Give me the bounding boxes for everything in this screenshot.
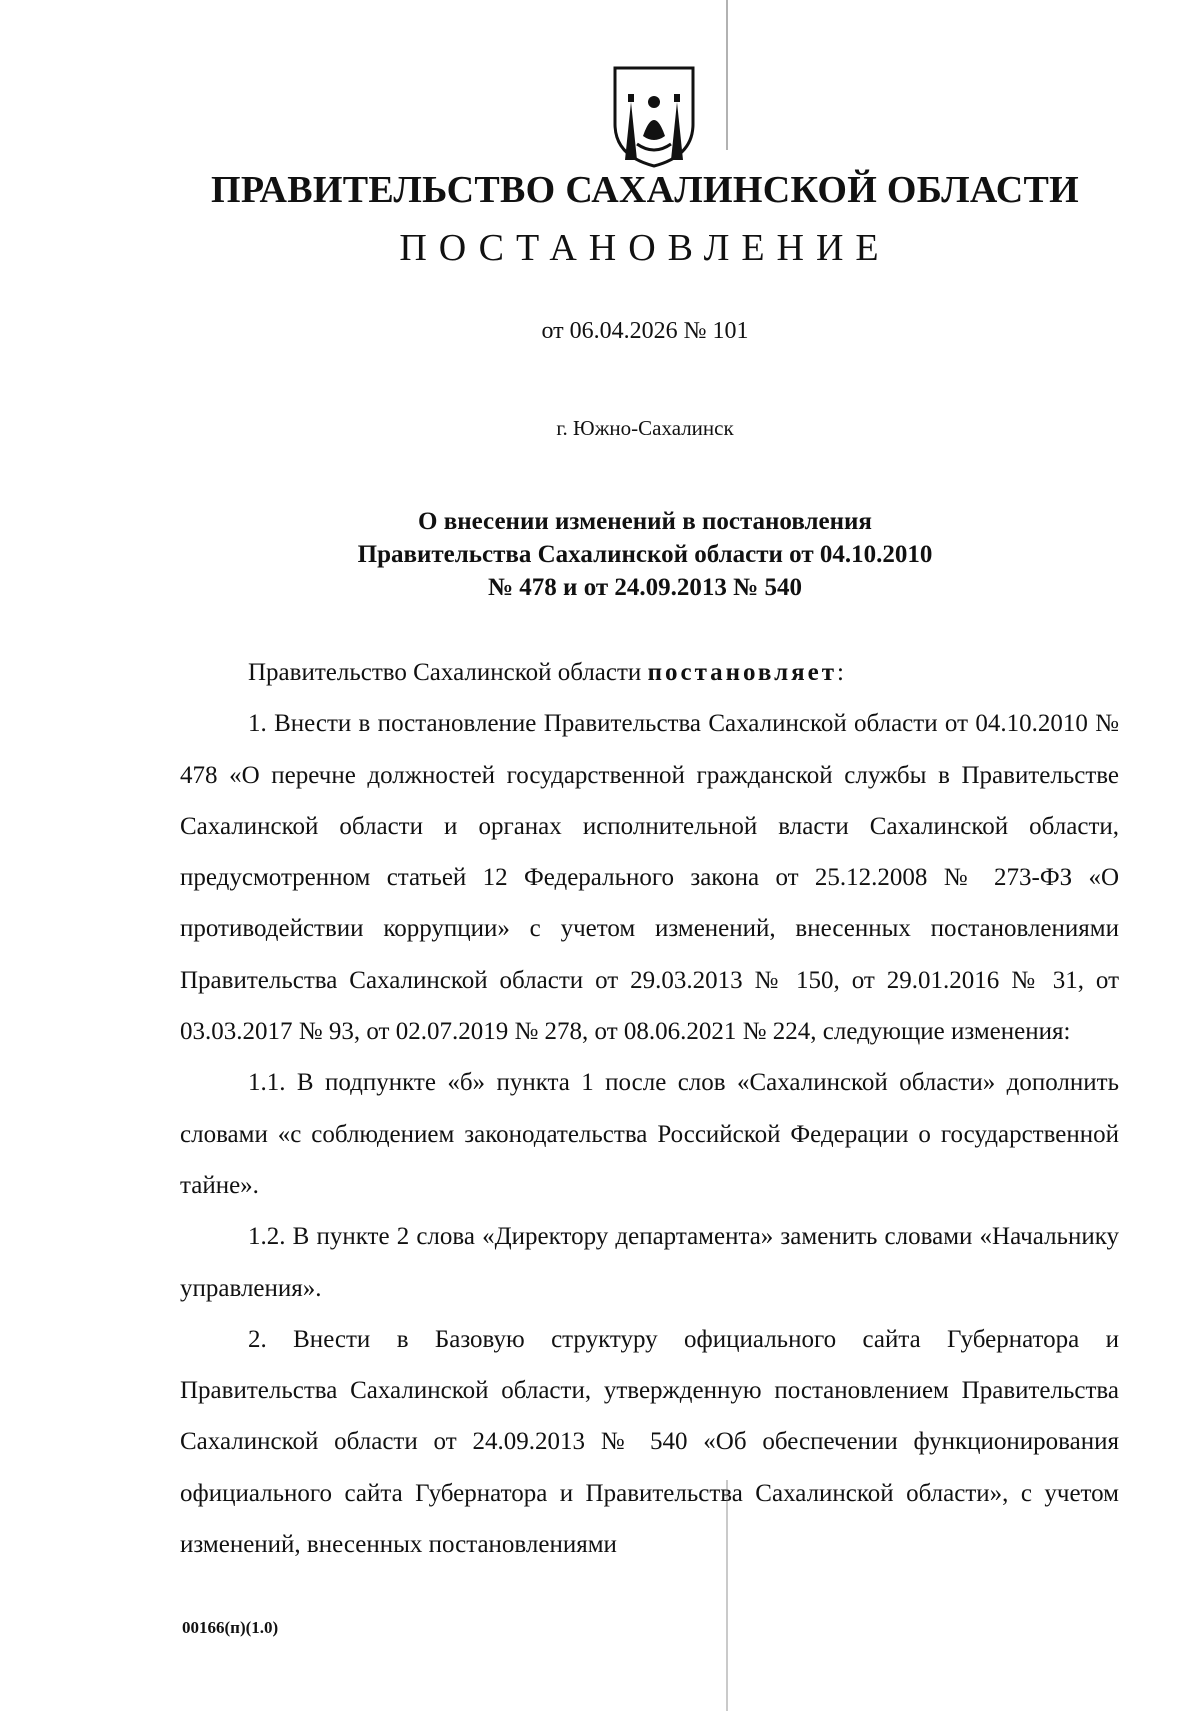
form-code: 00166(п)(1.0) bbox=[182, 1618, 279, 1637]
paragraph-1-1: 1.1. В подпункте «б» пункта 1 после слов «Сахалинской области» дополнить словами «с соблюдением законодательства Российской Федерации о государственной тайне». bbox=[180, 1069, 1119, 1199]
document-date-number: от 06.04.2026 № 101 bbox=[541, 318, 749, 344]
intro-end: : bbox=[837, 659, 844, 686]
title-line-3: № 478 и от 24.09.2013 № 540 bbox=[487, 574, 803, 601]
document-title bbox=[300, 505, 990, 604]
scan-fold-line bbox=[726, 0, 728, 150]
document-type: ПОСТАНОВЛЕНИЕ bbox=[399, 227, 891, 269]
organization-name: ПРАВИТЕЛЬСТВО САХАЛИНСКОЙ ОБЛАСТИ bbox=[211, 169, 1079, 211]
coat-of-arms-emblem bbox=[607, 64, 701, 170]
document-body bbox=[180, 647, 1119, 1570]
intro-paragraph bbox=[180, 647, 1119, 698]
paragraph-1: 1. Внести в постановление Правительства Сахалинской области от 04.10.2010 № 478 «О перечне должностей государственной гражданской службы в Правительстве Сахалинской области и органах исполнительной власти Сахалинской области, предусмотренном статьей 12 Федерального закона от 25.12.2008 № 273-ФЗ «О противодействии коррупции» с учетом изменений, внесенных постановлениями Правительства Сахалинской области от 29.03.2013 № 150, от 29.01.2016 № 31, от 03.03.2017 № 93, от 02.07.2019 № 278, от 08.06.2021 № 224, следующие изменения: bbox=[180, 710, 1119, 1046]
paragraph-1-2: 1.2. В пункте 2 слова «Директору департамента» заменить словами «Начальнику управления». bbox=[180, 1223, 1119, 1302]
title-line-1: О внесении изменений в постановления bbox=[418, 508, 872, 535]
intro-text: Правительство Сахалинской области bbox=[248, 659, 648, 686]
paragraph-2: 2. Внести в Базовую структуру официального сайта Губернатора и Правительства Сахалинской области, утвержденную постановлением Правительства Сахалинской области от 24.09.2013 № 540 «Об обеспечении функционирования официального сайта Губернатора и Правительства Сахалинской области», с учетом изменений, внесенных постановлениями bbox=[180, 1325, 1119, 1559]
title-line-2: Правительства Сахалинской области от 04.10.2010 bbox=[357, 541, 933, 568]
scan-fold-line bbox=[726, 1480, 728, 1711]
document-place: г. Южно-Сахалинск bbox=[556, 416, 734, 440]
intro-keyword: постановляет bbox=[647, 659, 838, 686]
